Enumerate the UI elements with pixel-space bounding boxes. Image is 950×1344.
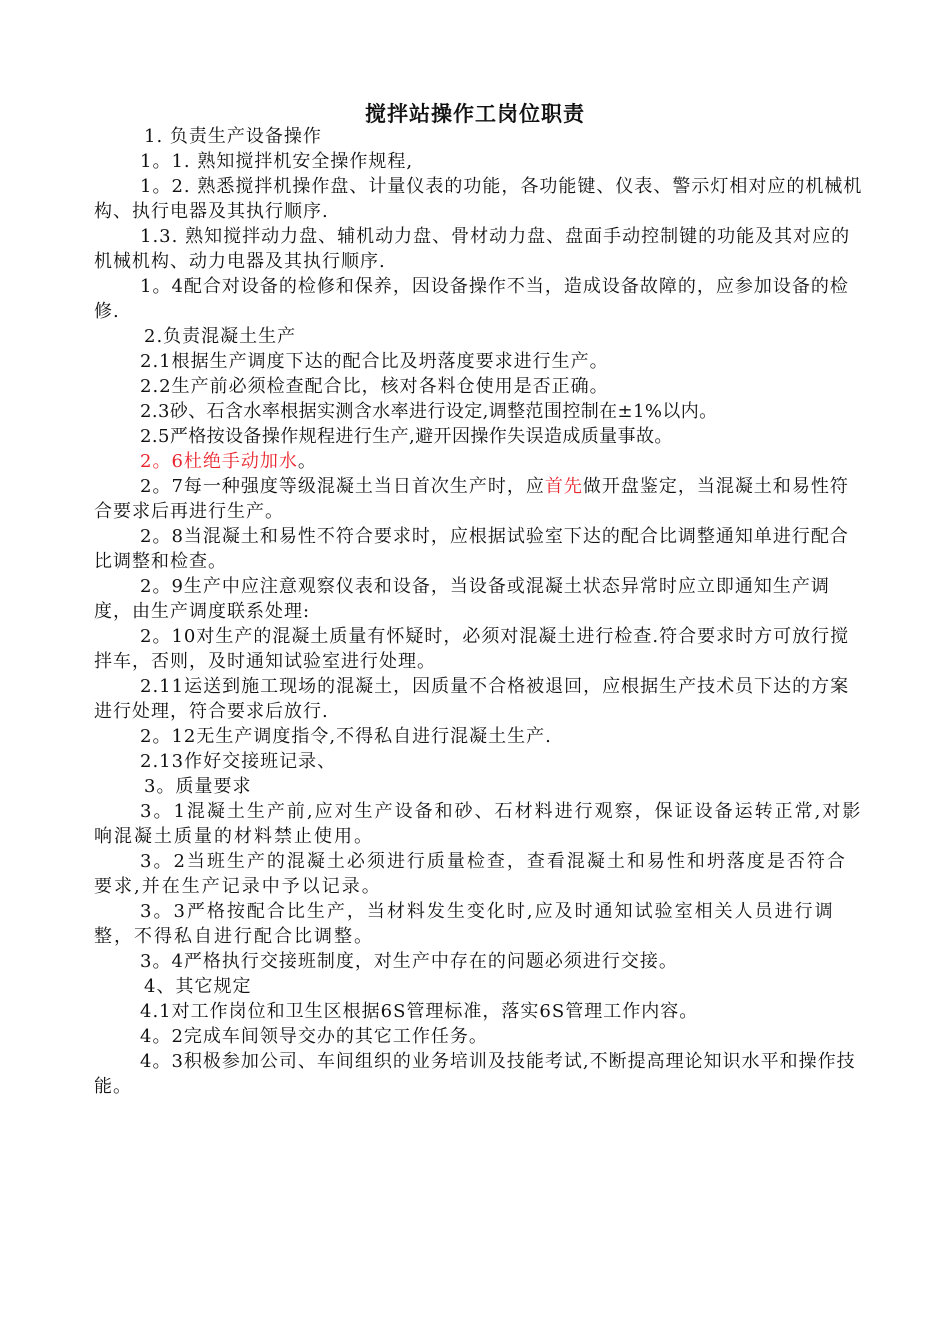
section-heading-2: 2.负责混凝土生产 [144, 326, 297, 347]
paragraph-1-3: 1.3. 熟知搅拌动力盘、辅机动力盘、骨材动力盘、盘面手动控制键的功能及其对应的机械机构、动力电器及其执行顺序. [94, 226, 851, 272]
paragraph-1-2: 1。2. 熟悉搅拌机操作盘、计量仪表的功能，各功能键、仪表、警示灯相对应的机械机构、执行电器及其执行顺序. [94, 176, 863, 222]
paragraph-text: 2。7每一种强度等级混凝土当日首次生产时，应 [140, 476, 545, 497]
paragraph-2-9: 2。9生产中应注意观察仪表和设备，当设备或混凝土状态异常时应立即通知生产调度，由生产调度联系处理: [94, 576, 830, 622]
paragraph-4-3: 4。3积极参加公司、车间组织的业务培训及技能考试,不断提高理论知识水平和操作技能。 [94, 1051, 856, 1097]
paragraph-2-5: 2.5严格按设备操作规程进行生产,避开因操作失误造成质量事故。 [140, 426, 673, 447]
paragraph-1-4: 1。4配合对设备的检修和保养，因设备操作不当，造成设备故障的，应参加设备的检修. [94, 276, 849, 322]
paragraph-3-3: 3。3严格按配合比生产，当材料发生变化时,应及时通知试验室相关人员进行调整，不得私自进行配合比调整。 [94, 901, 835, 947]
paragraph-4-2: 4。2完成车间领导交办的其它工作任务。 [140, 1026, 488, 1047]
paragraph-2-1: 2.1根据生产调度下达的配合比及坍落度要求进行生产。 [140, 351, 609, 372]
page-title: 搅拌站操作工岗位职责 [365, 102, 585, 126]
section-heading-1: 1. 负责生产设备操作 [144, 126, 322, 147]
highlighted-text: 首先 [544, 476, 583, 497]
paragraph-2-2: 2.2生产前必须检查配合比，核对各料仓使用是否正确。 [140, 376, 609, 397]
paragraph-3-2: 3。2当班生产的混凝土必须进行质量检查，查看混凝土和易性和坍落度是否符合要求,并在生产记录中予以记录。 [94, 851, 847, 897]
paragraph-2-12: 2。12无生产调度指令,不得私自进行混凝土生产. [140, 726, 552, 747]
paragraph-3-4: 3。4严格执行交接班制度，对生产中存在的问题必须进行交接。 [140, 951, 678, 972]
paragraph-4-1: 4.1对工作岗位和卫生区根据6S管理标准，落实6S管理工作内容。 [140, 1001, 699, 1022]
section-heading-3: 3。质量要求 [144, 776, 252, 797]
paragraph-2-13: 2.13作好交接班记录、 [140, 751, 337, 772]
highlighted-text: 2。6杜绝手动加水 [140, 451, 298, 472]
paragraph-1-1: 1。1. 熟知搅拌机安全操作规程, [140, 151, 414, 172]
paragraph-2-8: 2。8当混凝土和易性不符合要求时，应根据试验室下达的配合比调整通知单进行配合比调整和检查。 [94, 526, 849, 572]
document-body [94, 124, 864, 1099]
paragraph-2-11: 2.11运送到施工现场的混凝土，因质量不合格被退回，应根据生产技术员下达的方案进行处理，符合要求后放行. [94, 676, 850, 722]
paragraph-3-1: 3。1混凝土生产前,应对生产设备和砂、石材料进行观察，保证设备运转正常,对影响混凝土质量的材料禁止使用。 [94, 801, 863, 847]
paragraph-2-7 [94, 474, 864, 524]
paragraph-suffix: 。 [297, 451, 317, 472]
paragraph-text: 做开盘鉴定，当混凝土和易性符合要求后再进行生产。 [94, 476, 849, 522]
paragraph-2-10: 2。10对生产的混凝土质量有怀疑时，必须对混凝土进行检查.符合要求时方可放行搅拌车，否则，及时通知试验室进行处理。 [94, 626, 850, 672]
paragraph-2-6 [94, 449, 864, 474]
section-heading-4: 4、其它规定 [144, 976, 252, 997]
paragraph-2-3: 2.3砂、石含水率根据实测含水率进行设定,调整范围控制在±1%以内。 [140, 401, 718, 422]
